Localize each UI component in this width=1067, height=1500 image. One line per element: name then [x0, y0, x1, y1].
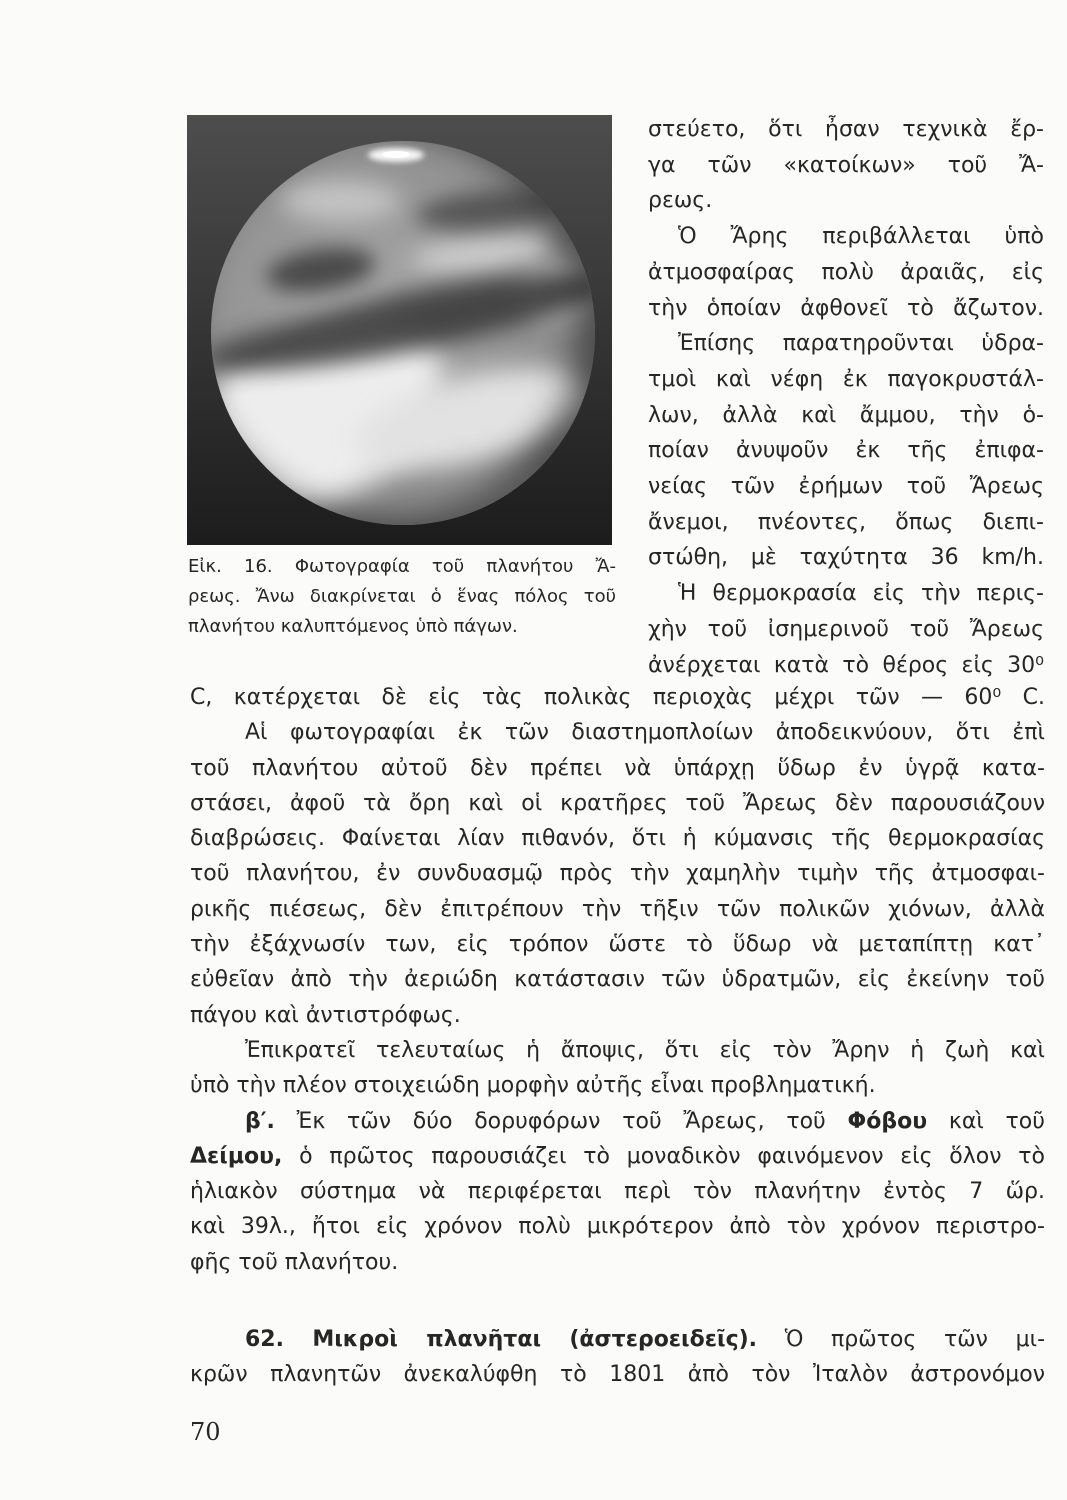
text-line: στάσει, ἀφοῦ τὰ ὄρη καὶ οἱ κρατῆρες τοῦ Ἄρεως δὲν παρουσιάζουν	[190, 790, 1045, 816]
text-segment: Ὁ πρῶτος τῶν μι-	[757, 1327, 1046, 1352]
text-line: ρεως.	[648, 188, 713, 214]
text-line: διαβρώσεις. Φαίνεται λίαν πιθανόν, ὅτι ἡ κύμανσις τῆς θερμοκρασίας	[190, 826, 1045, 852]
text-segment: ὁ πρῶτος παρουσιάζει τὸ μοναδικὸν φαινόμενον εἰς ὅλον τὸ	[282, 1143, 1045, 1169]
text-line: νείας τῶν ἐρήμων τοῦ Ἄρεως	[648, 474, 1044, 500]
caption-line: Εἰκ. 16. Φωτογραφία τοῦ πλανήτου Ἄ-	[188, 556, 616, 577]
caption-line: πλανήτου καλυπτόμενος ὑπὸ πάγων.	[188, 616, 518, 637]
text-line: στεύετο, ὅτι ἦσαν τεχνικὰ ἔρ-	[648, 117, 1044, 142]
text-line	[190, 1104, 1045, 1139]
text-line: πάγου καὶ ἀντιστρόφως.	[190, 1002, 461, 1028]
text-line: C, κατέρχεται δὲ εἰς τὰς πολικὰς περιοχὰς μέχρι τῶν — 60⁰ C.	[190, 685, 1045, 710]
text-line: ποίαν ἀνυψοῦν ἐκ τῆς ἐπιφα-	[648, 438, 1044, 464]
limb-shading	[211, 141, 595, 525]
moon-name-deimos: Δείμου,	[190, 1143, 283, 1169]
text-line: ἀνέρχεται κατὰ τὸ θέρος εἰς 30⁰	[648, 652, 1044, 678]
text-line: λων, ἀλλὰ καὶ ἄμμου, τὴν ὁ-	[648, 402, 1044, 428]
text-line: τοῦ πλανήτου, ἐν συνδυασμῷ πρὸς τὴν χαμηλὴν τιμὴν τῆς ἀτμοσφαι-	[190, 861, 1045, 887]
text-line: ἀτμοσφαίρας πολὺ ἀραιᾶς, εἰς	[648, 259, 1044, 285]
text-segment: καὶ τοῦ	[927, 1108, 1045, 1134]
section-heading: 62. Μικροὶ πλανῆται (ἀστεροειδεῖς).	[245, 1327, 758, 1352]
page-number: 70	[190, 1418, 221, 1446]
text-line: τὴν ἐξάχνωσίν των, εἰς τρόπον ὥστε τὸ ὕδωρ νὰ μεταπίπτῃ κατ᾽	[190, 932, 1045, 958]
text-line: τμοὶ καὶ νέφη ἐκ παγοκρυστάλ-	[648, 366, 1044, 392]
text-line: ὑπὸ τὴν πλέον στοιχειώδη μορφὴν αὐτῆς εἶναι προβληματική.	[190, 1073, 876, 1099]
text-line: τὴν ὁποίαν ἀφθονεῖ τὸ ἄζωτον.	[648, 295, 1044, 321]
text-line: στώθη, μὲ ταχύτητα 36 km/h.	[648, 545, 1044, 571]
text-line: γα τῶν «κατοίκων» τοῦ Ἄ-	[648, 152, 1044, 178]
text-line: Ἡ θερμοκρασία εἰς τὴν περις-	[678, 581, 1044, 607]
text-line: κρῶν πλανητῶν ἀνεκαλύφθη τὸ 1801 ἀπὸ τὸν Ἰταλὸν ἀστρονόμον	[190, 1362, 1045, 1388]
subsection-marker: β′.	[245, 1108, 275, 1134]
text-line	[190, 1322, 1045, 1357]
text-line: φῆς τοῦ πλανήτου.	[190, 1249, 399, 1275]
text-line: ρικῆς πιέσεως, δὲν ἐπιτρέπουν τὴν τῆξιν τῶν πολικῶν χιόνων, ἀλλὰ	[190, 896, 1045, 922]
text-line: εὐθεῖαν ἀπὸ τὴν ἀεριώδη κατάστασιν τῶν ὑδρατμῶν, εἰς ἐκείνην τοῦ	[190, 967, 1045, 993]
text-line: Ἐπικρατεῖ τελευταίως ἡ ἄποψις, ὅτι εἰς τὸν Ἄρην ἡ ζωὴ καὶ	[245, 1037, 1045, 1063]
text-line: καὶ 39λ., ἤτοι εἰς χρόνον πολὺ μικρότερον ἀπὸ τὸν χρόνον περιστρο-	[190, 1214, 1045, 1240]
text-line: Ἐπίσης παρατηροῦνται ὑδρα-	[678, 331, 1044, 357]
text-line: Αἱ φωτογραφίαι ἐκ τῶν διαστημοπλοίων ἀποδεικνύουν, ὅτι ἐπὶ	[245, 720, 1045, 746]
text-line: χὴν τοῦ ἰσημερινοῦ τοῦ Ἄρεως	[648, 616, 1044, 642]
text-line: τοῦ πλανήτου αὐτοῦ δὲν πρέπει νὰ ὑπάρχῃ ὕδωρ ἐν ὑγρᾷ κατα-	[190, 755, 1045, 781]
moon-name-phobos: Φόβου	[847, 1108, 928, 1134]
polar-cap-highlight	[382, 151, 410, 158]
mars-photo	[187, 115, 612, 545]
text-line: Ὁ Ἄρης περιβάλλεται ὑπὸ	[678, 224, 1044, 250]
text-line: ἄνεμοι, πνέοντες, ὅπως διεπι-	[648, 509, 1044, 535]
right-column-text	[648, 112, 1044, 683]
text-segment: Ἐκ τῶν δύο δορυφόρων τοῦ Ἄρεως, τοῦ	[274, 1108, 848, 1134]
text-line	[190, 1139, 1045, 1174]
caption-line: ρεως. Ἄνω διακρίνεται ὁ ἕνας πόλος τοῦ	[188, 586, 616, 607]
planet-disk	[211, 141, 595, 525]
section-62	[190, 1322, 1045, 1393]
text-line: ἡλιακὸν σύστημα νὰ περιφέρεται περὶ τὸν πλανήτην ἐντὸς 7 ὥρ.	[190, 1179, 1045, 1205]
figure-caption	[188, 552, 616, 642]
main-text	[190, 680, 1045, 1280]
